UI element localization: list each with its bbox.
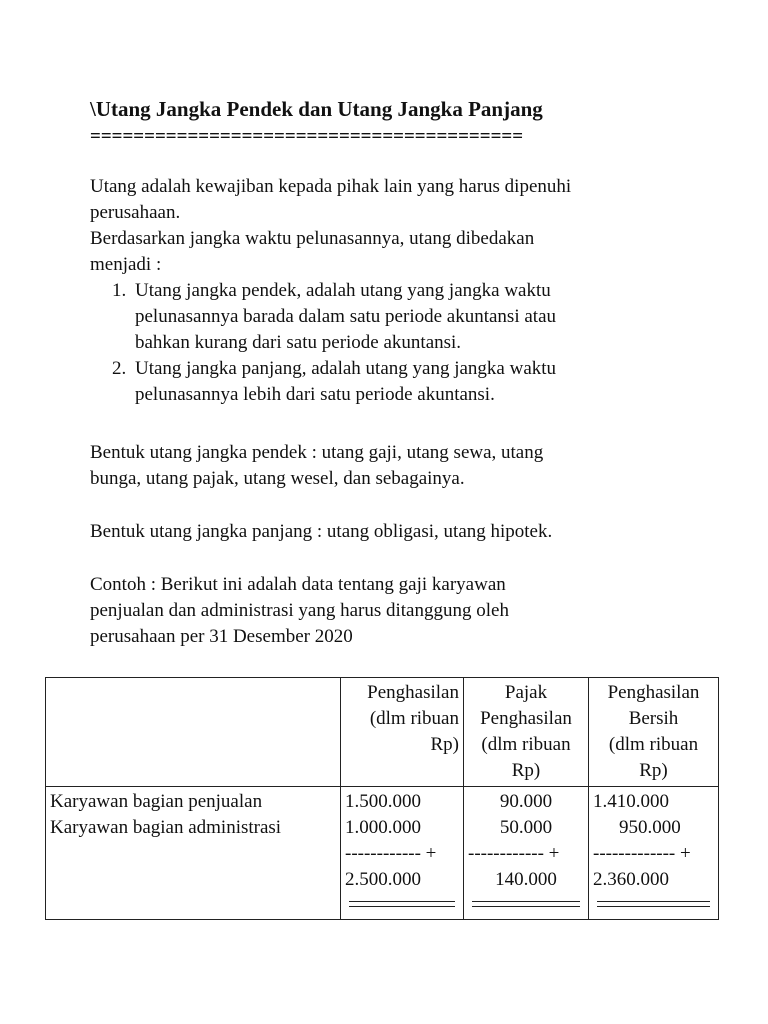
- header-net-income: Penghasilan Bersih (dlm ribuan Rp): [589, 678, 719, 787]
- document-title: \Utang Jangka Pendek dan Utang Jangka Panjang: [90, 97, 543, 121]
- list-item: [112, 356, 690, 408]
- net-values-cell: [589, 787, 719, 920]
- income-value: 1.500.000: [345, 791, 421, 812]
- table-header-row: [46, 678, 719, 787]
- double-underline: [593, 893, 714, 919]
- tax-value: 90.000: [499, 791, 553, 812]
- list-line: Utang jangka pendek, adalah utang yang jangka waktu: [135, 280, 551, 301]
- double-underline: [345, 893, 459, 919]
- row-labels-cell: [46, 787, 341, 920]
- list-line: pelunasannya barada dalam satu periode akuntansi atau: [135, 306, 556, 327]
- intro-line: Utang adalah kewajiban kepada pihak lain yang harus dipenuhi: [90, 176, 572, 197]
- intro-line: menjadi :: [90, 254, 162, 275]
- list-number: 2.: [112, 358, 127, 379]
- sum-line: ------------- +: [593, 843, 691, 864]
- header-income: Penghasilan (dlm ribuan Rp): [341, 678, 464, 787]
- double-underline: [468, 893, 584, 919]
- tax-values-cell: [464, 787, 589, 920]
- paragraph-line: perusahaan per 31 Desember 2020: [90, 626, 353, 647]
- salary-table: [45, 677, 719, 920]
- income-total: 2.500.000: [345, 869, 421, 890]
- list-number: 1.: [112, 280, 127, 301]
- row-label: Karyawan bagian penjualan: [50, 791, 263, 812]
- list-item: [112, 278, 690, 356]
- net-value: 950.000: [619, 817, 681, 838]
- tax-value: 50.000: [499, 817, 553, 838]
- intro-line: Berdasarkan jangka waktu pelunasannya, utang dibedakan: [90, 228, 535, 249]
- paragraph-line: penjualan dan administrasi yang harus ditanggung oleh: [90, 600, 509, 621]
- title-underline-rule: ========================================: [90, 126, 524, 147]
- tax-total: 140.000: [495, 869, 557, 890]
- list-line: pelunasannya lebih dari satu periode akuntansi.: [135, 384, 495, 405]
- net-value: 1.410.000: [593, 791, 669, 812]
- income-values-cell: [341, 787, 464, 920]
- short-term-forms: [90, 440, 690, 492]
- table-body-row: [46, 787, 719, 920]
- sum-line: ------------ +: [468, 843, 560, 864]
- header-tax: Pajak Penghasilan (dlm ribuan Rp): [464, 678, 589, 787]
- long-term-forms: [90, 519, 690, 545]
- list-line: bahkan kurang dari satu periode akuntansi.: [135, 332, 462, 353]
- sum-line: ------------ +: [345, 843, 437, 864]
- example-intro: [90, 572, 690, 650]
- debt-type-list: [90, 278, 690, 408]
- net-total: 2.360.000: [593, 869, 669, 890]
- list-line: Utang jangka panjang, adalah utang yang jangka waktu: [135, 358, 557, 379]
- intro-section: [90, 174, 690, 408]
- paragraph-line: Contoh : Berikut ini adalah data tentang gaji karyawan: [90, 574, 506, 595]
- paragraph-line: Bentuk utang jangka panjang : utang obligasi, utang hipotek.: [90, 521, 553, 542]
- row-label: Karyawan bagian administrasi: [50, 817, 282, 838]
- paragraph-line: bunga, utang pajak, utang wesel, dan sebagainya.: [90, 468, 465, 489]
- header-empty-cell: [46, 678, 341, 787]
- paragraph-line: Bentuk utang jangka pendek : utang gaji, utang sewa, utang: [90, 442, 544, 463]
- intro-line: perusahaan.: [90, 202, 181, 223]
- income-value: 1.000.000: [345, 817, 421, 838]
